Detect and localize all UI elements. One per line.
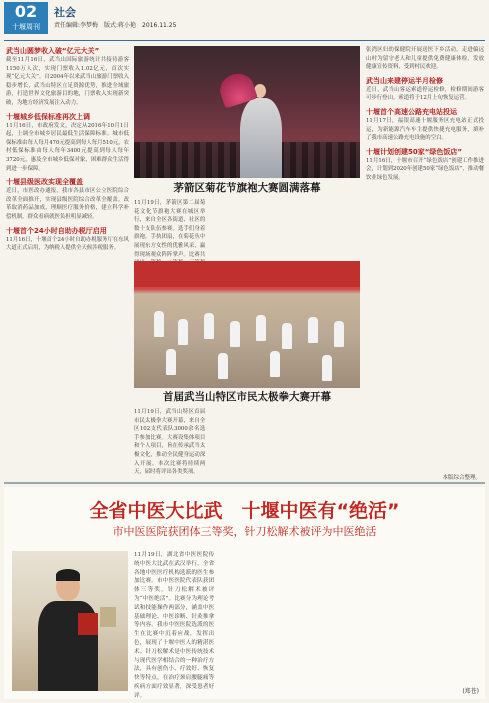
photo-figure	[204, 313, 214, 339]
header-divider	[4, 40, 485, 41]
news-brief	[6, 226, 129, 253]
editors-line: 责任编辑:李梦梅 版式:蒋小艳 2016.11.25	[54, 22, 177, 29]
news-body: 张湾区妇幼保健院开展送医下乡活动，走进偏远山村为留守老人和儿童提供免费健康体检，发放健康宣传资料，受到村民欢迎。	[366, 47, 484, 71]
news-body: 11月17日，福银高速十堰服务区充电站正式投运，为新能源汽车车主提供快捷充电服务，填补了我市高速公路充电设施的空白。	[366, 117, 484, 142]
photo-figure	[240, 98, 282, 178]
photo-figure	[282, 323, 292, 349]
taichi-contest-photo	[134, 261, 360, 388]
doctor-photo	[12, 551, 128, 691]
news-body: 11月16日，十堰市召开“绿色饭店”创建工作推进会，计划到2020年创建50家“绿色饭店”，推动餐饮业绿色发展。	[366, 157, 484, 181]
photo-figure	[334, 321, 344, 347]
photo-figure	[166, 349, 176, 375]
photo-figure	[178, 319, 188, 345]
news-body: 11月16日，十堰首个24小时自助办税服务厅在东风大道正式启用，为纳税人提供全天候涉税服务。	[6, 236, 129, 252]
news-body: 11月16日，市政府发文，决定从2016年10月1日起，上调全市城乡居民最低生活保障标准。城市低保标准由每人每月470元提高到每人每月510元，农村低保标准由每人每年3400元提高到每人每年3720元，惠及全市城乡低保对象，困难群众生活得到进一步保障。	[6, 122, 129, 172]
feature-article	[4, 487, 485, 699]
feature-body: 11月19日，湖北省中医医院传统中医大比武在武汉举行，全省各地中医医疗机构选派的医生参加比赛。市中医医院代表队获团体三等奖，针刀松解术被评为“中医绝活”。比赛分为理论考试和技能操作两部分，涵盖中医基础理论、中医诊断、针灸推拿等内容。我市中医医院选派的医生在比赛中沉着应战，发挥出色，展现了十堰中医人的精湛医术。针刀松解术是中医传统技术与现代医学相结合的一种治疗方法，具有创伤小、疗效好、恢复快等特点，在治疗颈肩腰腿痛等疾病方面疗效显著，深受患者好评。	[134, 552, 215, 699]
photo-figure	[154, 311, 164, 337]
news-brief	[366, 147, 484, 183]
middle-column	[134, 46, 360, 476]
page-header	[0, 0, 489, 40]
news-body: 截至11月16日，武当山国际旅游统计共接待游客1150万人次，实现门票收入1.02亿元，首次实现“亿元大关”。自2004年以来武当山旅游门票收入稳步增长，武当山特区立足资源优势，推进全域旅游，打造世界文化旅游目的地，门票收入实现新突破，为地方经济发展注入动力。	[6, 57, 129, 106]
news-headline: 武当山来建停运半月检修	[366, 76, 443, 85]
certificate-icon	[78, 613, 98, 635]
story2-body-wrap	[134, 408, 360, 474]
page-number-box	[4, 2, 48, 34]
news-brief	[6, 112, 129, 174]
plaque-icon	[100, 607, 116, 627]
feature-subtitle: 市中医医院获团体三等奖，针刀松解术被评为中医绝活	[112, 525, 377, 538]
news-headline: 十堰计划创建50家“绿色饭店”	[366, 147, 462, 156]
right-news-column	[366, 46, 484, 476]
page-number: 02	[14, 2, 38, 21]
photo-figure	[308, 317, 318, 343]
news-brief	[6, 46, 129, 108]
news-headline: 十堰县级医改实现全覆盖	[6, 178, 83, 187]
feature-title: 全省中医大比武 十堰中医有“绝活”	[89, 500, 400, 522]
photo-figure	[256, 315, 266, 341]
story2-title: 首届武当山特区市民太极拳大赛开幕	[163, 391, 331, 403]
news-brief	[366, 107, 484, 143]
qipao-contest-photo	[134, 46, 360, 178]
photo-figure	[218, 353, 228, 379]
paper-name: 十堰周刊	[12, 23, 40, 31]
story1-body: 11月19日，茅箭区第二届菊花文化节旗袍大赛在城区举行，来自全区各街道、社区的数十支队伍参赛。选手们身着旗袍，手执团扇，在菊花丛中展现东方女性的优雅风采，赢得现场观众阵阵掌声。比赛共	[134, 200, 206, 258]
news-brief	[366, 76, 484, 103]
section-divider	[4, 482, 485, 484]
news-body: 近日，市医改办通报，我市各县市区公立医院综合改革全面推开，实现县级医院综合改革全覆盖。改革取消药品加成，理顺医疗服务价格，建立科学补偿机制，群众看病就医负担明显减轻。	[6, 188, 129, 220]
news-headline: 十堰城乡低保标准再次上调	[6, 112, 90, 121]
story1-body-wrap	[134, 199, 360, 258]
section-name: 社会	[54, 6, 76, 19]
photo-hair	[56, 569, 80, 581]
news-headline: 武当山圆梦收入破“亿元大关”	[6, 47, 100, 55]
photo-figure	[230, 321, 240, 347]
news-body: 近日，武当山客运索道停运检修，检修期间游客可步行登山。索道将于12月上旬恢复运营。	[366, 86, 484, 102]
left-news-column	[6, 46, 129, 476]
news-headline: 十堰首个24小时自助办税厅启用	[6, 226, 107, 235]
source-note: 本版综合整理。	[442, 475, 481, 481]
photo-banner	[134, 261, 360, 287]
story2-body: 11月19日，武当山特区首届市民太极拳大赛开幕，来自全区102支代表队3000余名选手参加比赛。大赛设集体项目和个人项目，旨在传承武当太极文化，推动全民健身运动深入开展。本次比赛将持续两天，届时将评出各类奖项。	[134, 409, 206, 476]
news-brief	[366, 46, 484, 72]
byline: (郑苍)	[462, 688, 479, 695]
news-headline: 十堰首个高速公路充电站投运	[366, 107, 457, 116]
photo-figure	[270, 351, 280, 377]
news-brief	[6, 177, 129, 221]
photo-figure	[322, 355, 332, 381]
story1-title: 茅箭区菊花节旗袍大赛圆满落幕	[173, 182, 321, 194]
